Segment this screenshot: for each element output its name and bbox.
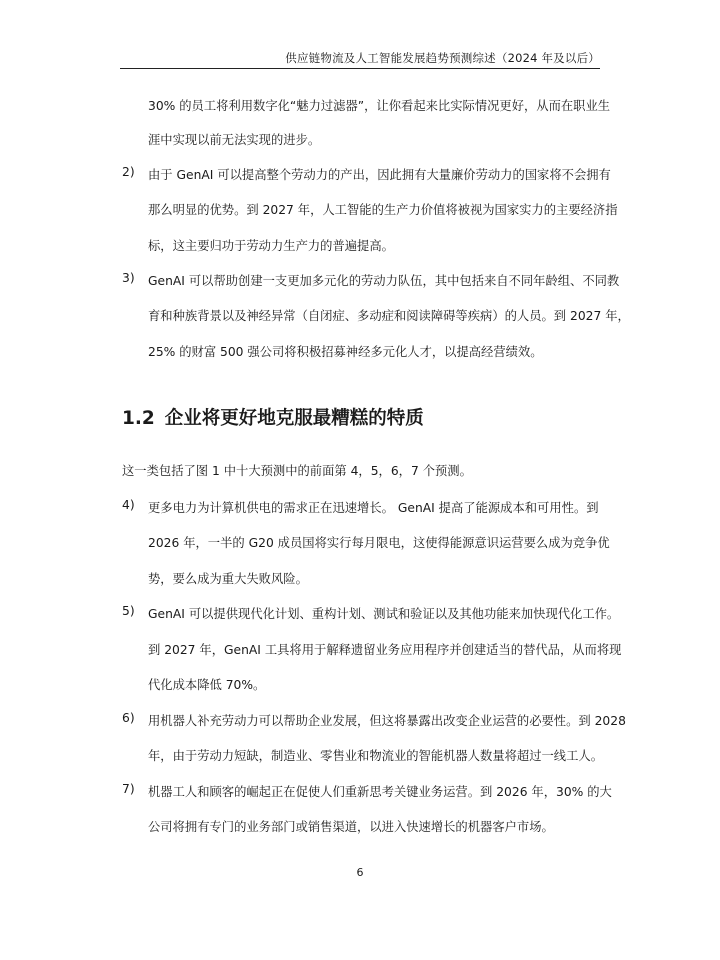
list-item-line: 公司将拥有专门的业务部门或销售渠道，以进入快速增长的机器客户市场。: [148, 820, 554, 834]
list-item-number: 4): [122, 498, 135, 512]
list-item-number: 2): [122, 165, 135, 179]
list-item-line: 育和种族背景以及神经异常（自闭症、多动症和阅读障碍等疾病）的人员。到 2027 年，: [148, 309, 630, 323]
running-header: 供应链物流及人工智能发展趋势预测综述（2024 年及以后）: [285, 51, 600, 65]
list-item-line: 2026 年，一半的 G20 成员国将实行每月限电，这使得能源意识运营要么成为竞争优: [148, 536, 610, 550]
page-number: 6: [356, 866, 364, 879]
list-item-number: 5): [122, 604, 135, 618]
list-item-line: 到 2027 年，GenAI 工具将用于解释遗留业务应用程序并创建适当的替代品，从而将现: [148, 643, 622, 657]
list-item-line: 25% 的财富 500 强公司将积极招募神经多元化人才，以提高经营绩效。: [148, 345, 543, 359]
section-intro: 这一类包括了图 1 中十大预测中的前面第 4，5，6，7 个预测。: [122, 464, 472, 478]
paragraph-line: 涯中实现以前无法实现的进步。: [148, 133, 321, 147]
section-heading: [122, 404, 424, 430]
list-item-line: 那么明显的优势。到 2027 年，人工智能的生产力价值将被视为国家实力的主要经济指: [148, 203, 618, 217]
list-item-number: 3): [122, 271, 135, 285]
list-item-line: 代化成本降低 70%。: [148, 678, 266, 692]
list-item-line: 势，要么成为重大失败风险。: [148, 572, 308, 586]
list-item-line: 用机器人补充劳动力可以帮助企业发展，但这将暴露出改变企业运营的必要性。到 2028: [148, 714, 626, 728]
section-title: 企业将更好地克服最糟糕的特质: [164, 408, 424, 429]
list-item-line: GenAI 可以帮助创建一支更加多元化的劳动力队伍，其中包括来自不同年龄组、不同教: [148, 274, 620, 288]
section-number: 1.2: [122, 408, 155, 429]
list-item-line: 年，由于劳动力短缺，制造业、零售业和物流业的智能机器人数量将超过一线工人。: [148, 749, 603, 763]
list-item-number: 7): [122, 782, 135, 796]
header-rule: [120, 68, 600, 69]
list-item-line: 由于 GenAI 可以提高整个劳动力的产出，因此拥有大量廉价劳动力的国家将不会拥有: [148, 168, 611, 182]
list-item-line: GenAI 可以提供现代化计划、重构计划、测试和验证以及其他功能来加快现代化工作。: [148, 607, 620, 621]
paragraph-line: 30% 的员工将利用数字化“魅力过滤器”，让你看起来比实际情况更好，从而在职业生: [148, 99, 611, 113]
list-item-number: 6): [122, 711, 135, 725]
list-item-line: 机器工人和顾客的崛起正在促使人们重新思考关键业务运营。到 2026 年，30% 的大: [148, 785, 612, 799]
list-item-line: 标，这主要归功于劳动力生产力的普遍提高。: [148, 239, 394, 253]
list-item-line: 更多电力为计算机供电的需求正在迅速增长。 GenAI 提高了能源成本和可用性。到: [148, 501, 599, 515]
